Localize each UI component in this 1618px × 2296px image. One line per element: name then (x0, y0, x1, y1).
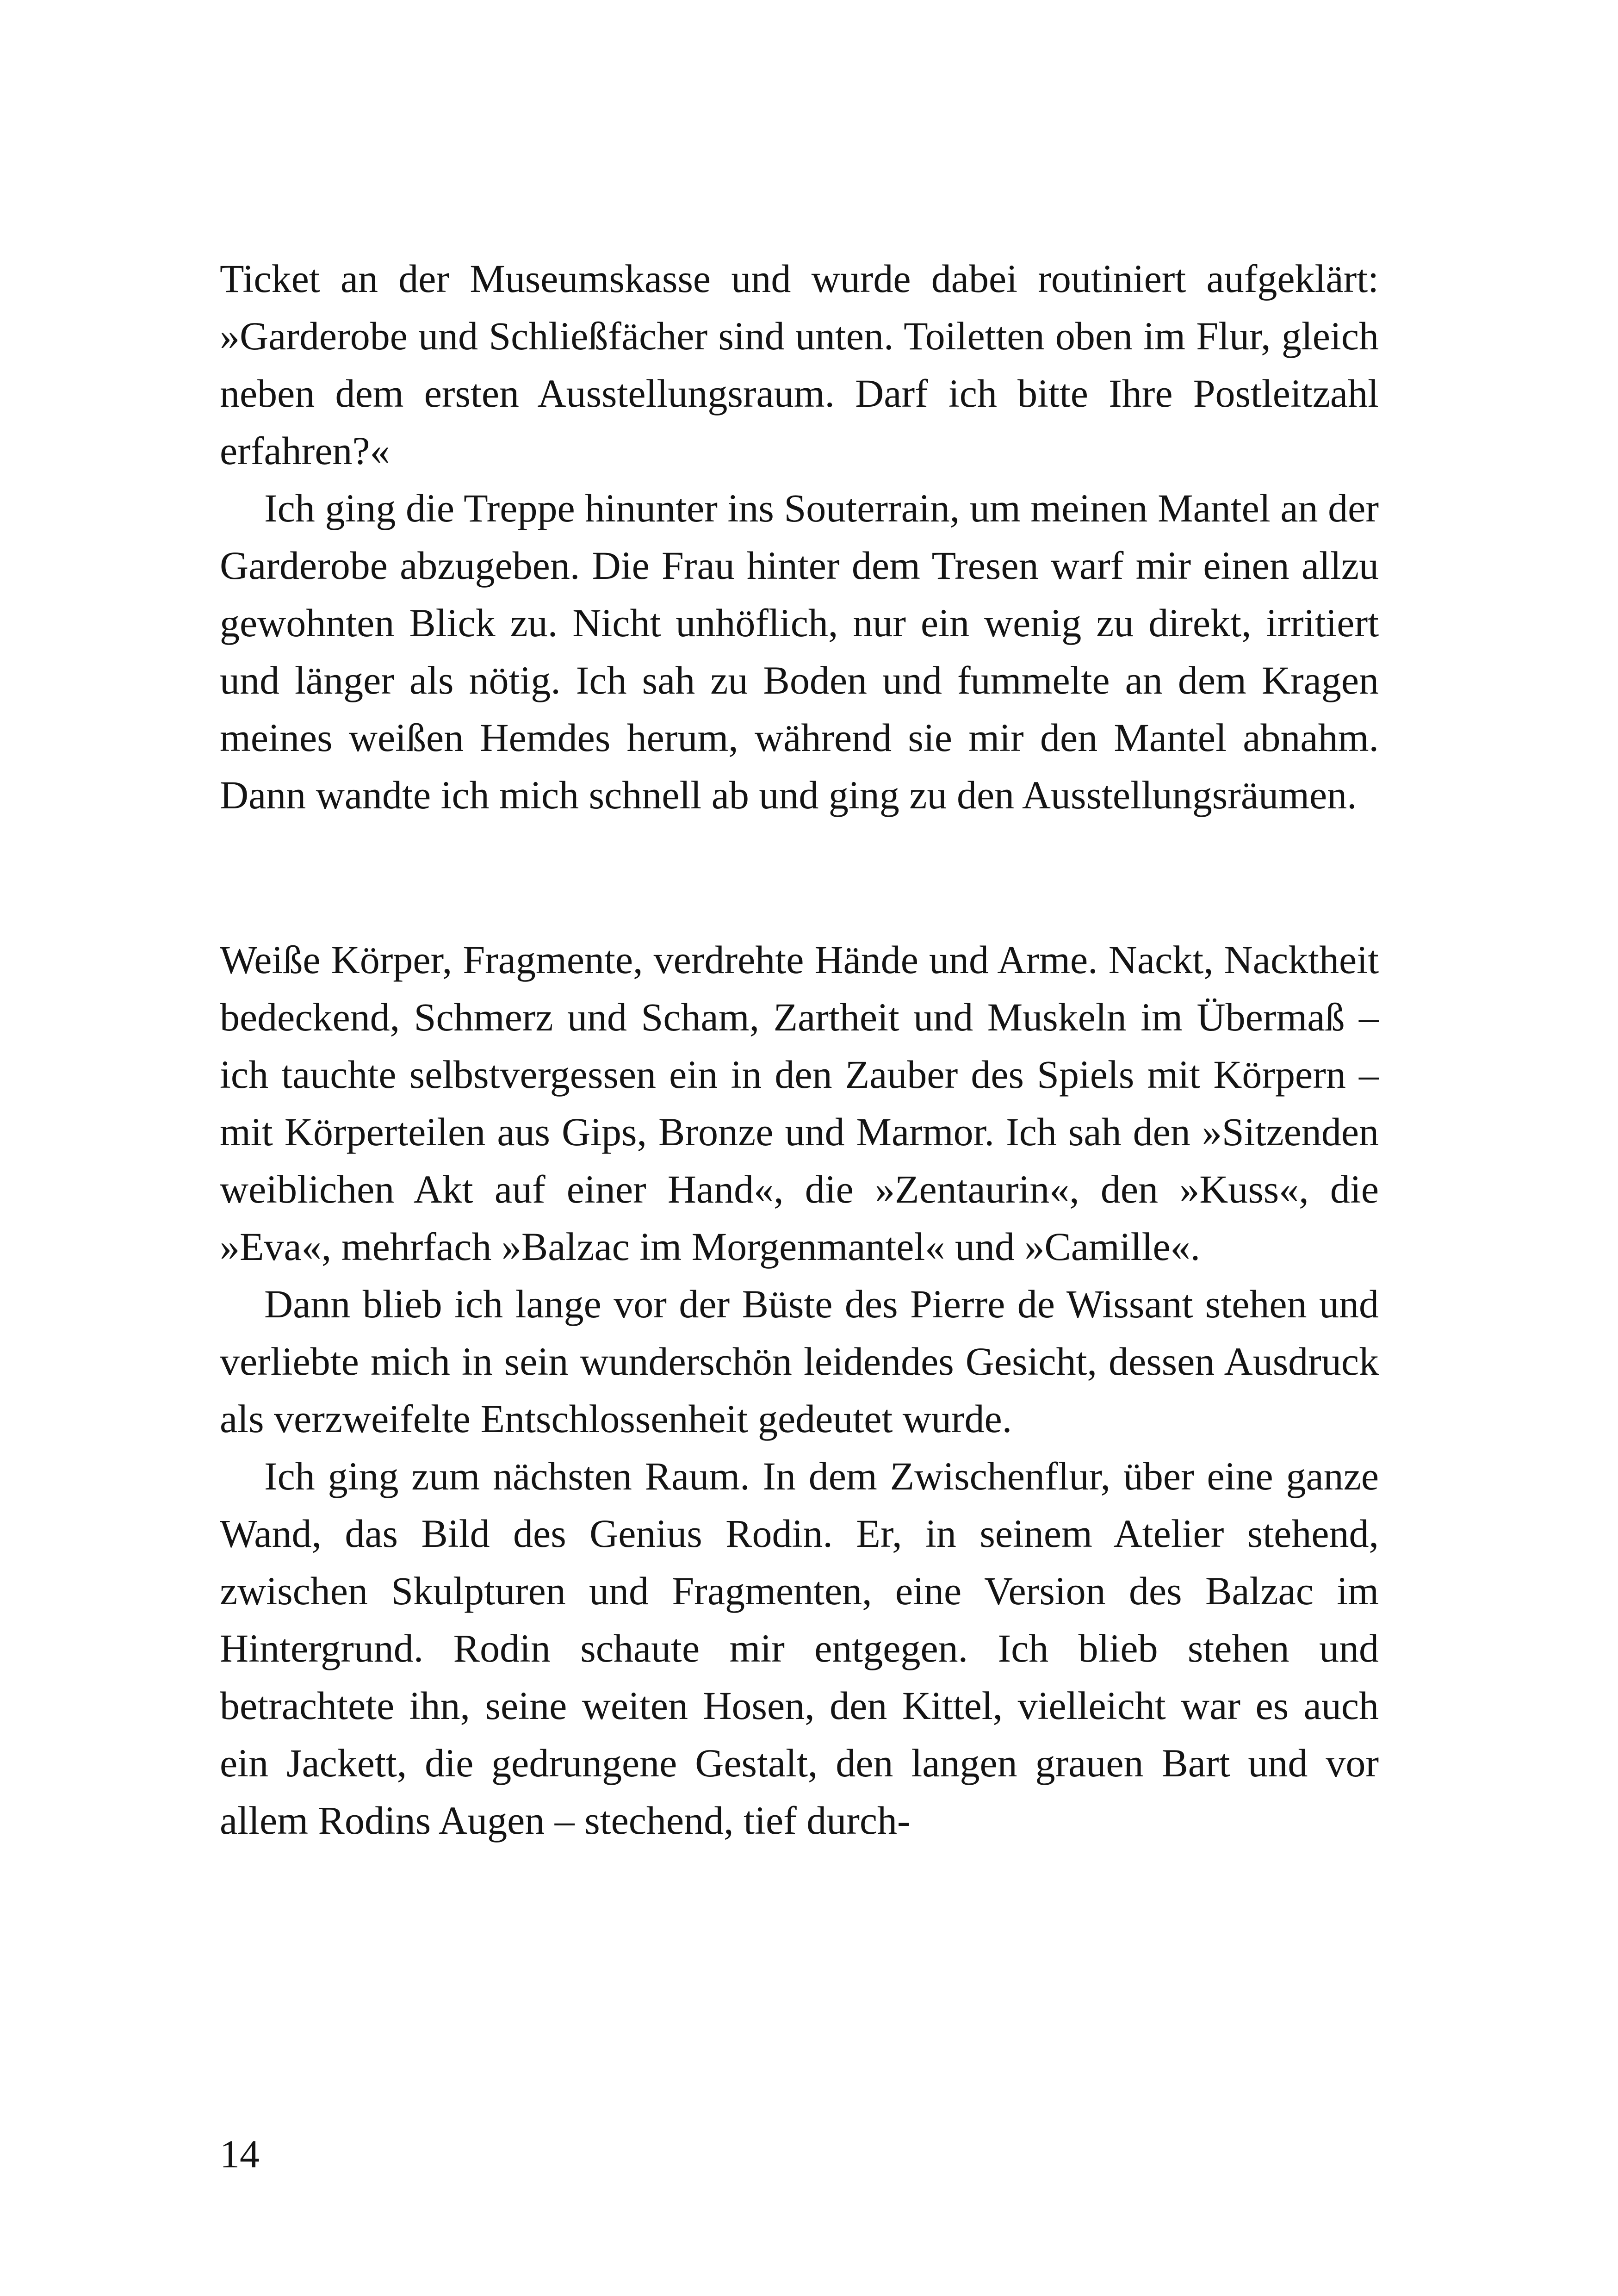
paragraph: Dann blieb ich lange vor der Büste des Pierre de Wissant stehen und verliebte mich in sein wunderschön leidendes Gesicht, dessen Ausdruck als verzweifelte Entschlossenheit gedeutet wurde. (220, 1282, 1379, 1441)
paragraph: Ich ging die Treppe hinunter ins Souterrain, um meinen Mantel an der Garderobe abzugeben. Die Frau hinter dem Tresen warf mir einen allzu gewohnten Blick zu. Nicht unhöflich, nur ein wenig zu direkt, irritiert und länger als nötig. Ich sah zu Boden und fummelte an dem Kragen meines weißen Hemdes herum, während sie mir den Mantel abnahm. Dann wandte ich mich schnell ab und ging zu den Ausstellungsräumen. (220, 486, 1379, 817)
page-number: 14 (220, 2132, 260, 2176)
paragraph: Ich ging zum nächsten Raum. In dem Zwischenflur, über eine ganze Wand, das Bild des Genius Rodin. Er, in seinem Atelier stehend, zwischen Skulpturen und Fragmenten, eine Version des Balzac im Hintergrund. Rodin schaute mir entgegen. Ich blieb stehen und betrachtete ihn, seine weiten Hosen, den Kittel, vielleicht war es auch ein Jackett, die gedrungene Gestalt, den langen grauen Bart und vor allem Rodins Augen – stechend, tief durch- (220, 1454, 1379, 1843)
text-section-1 (220, 250, 1379, 824)
text-section-2 (220, 931, 1379, 1849)
paragraph: Weiße Körper, Fragmente, verdrehte Hände und Arme. Nackt, Nacktheit bedeckend, Schmerz und Scham, Zartheit und Muskeln im Übermaß – ich tauchte selbstvergessen ein in den Zauber des Spiels mit Körpern – mit Körperteilen aus Gips, Bronze und Marmor. Ich sah den »Sitzenden weiblichen Akt auf einer Hand«, die »Zentaurin«, den »Kuss«, die »Eva«, mehrfach »Balzac im Morgenmantel« und »Camille«. (220, 937, 1379, 1269)
paragraph: Ticket an der Museumskasse und wurde dabei routiniert aufgeklärt: »Garderobe und Schließfächer sind unten. Toiletten oben im Flur, gleich neben dem ersten Ausstellungsraum. Darf ich bitte Ihre Postleitzahl erfahren?« (220, 256, 1379, 473)
